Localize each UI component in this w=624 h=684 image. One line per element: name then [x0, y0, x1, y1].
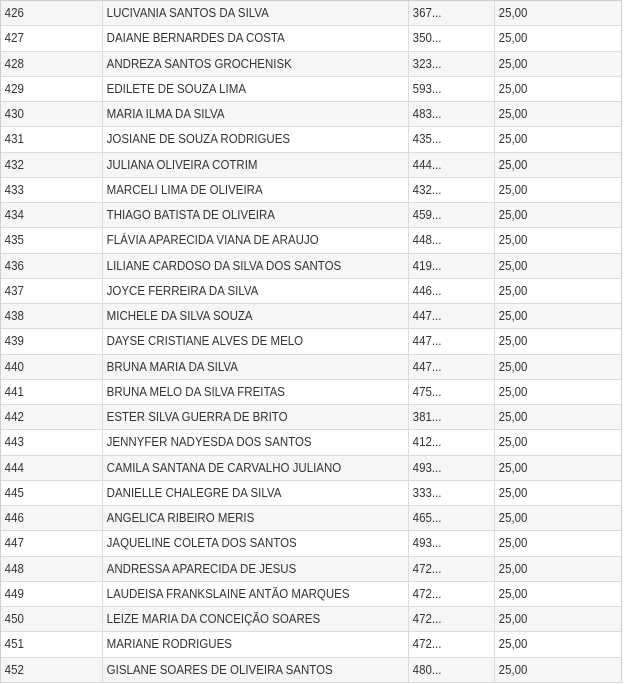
row-number-cell: 435: [4, 233, 24, 248]
value-cell-container: [494, 228, 621, 252]
value-cell: 25,00: [498, 637, 528, 652]
name-cell-container: [102, 531, 408, 555]
name-cell: THIAGO BATISTA DE OLIVEIRA: [106, 208, 275, 223]
name-cell-container: [102, 430, 408, 454]
value-cell-container: [494, 304, 621, 328]
document-cell: 435...: [412, 132, 442, 147]
table-row: [1, 329, 621, 354]
document-cell-container: [408, 153, 494, 177]
document-cell: 419...: [412, 258, 442, 273]
name-cell: JOSIANE DE SOUZA RODRIGUES: [106, 132, 291, 147]
row-number-cell: 429: [4, 81, 24, 96]
document-cell-container: [408, 557, 494, 581]
row-number-cell-container: [1, 102, 102, 126]
document-cell-container: [408, 178, 494, 202]
value-cell: 25,00: [498, 56, 528, 71]
table-row: [1, 632, 621, 657]
name-cell: JENNYFER NADYESDA DOS SANTOS: [106, 435, 312, 450]
row-number-cell: 448: [4, 561, 24, 576]
document-cell: 475...: [412, 384, 442, 399]
document-cell-container: [408, 329, 494, 353]
table-row: [1, 52, 621, 77]
row-number-cell: 450: [4, 612, 24, 627]
table-row: [1, 481, 621, 506]
row-number-cell-container: [1, 279, 102, 303]
table-row: [1, 1, 621, 26]
row-number-cell-container: [1, 304, 102, 328]
document-cell-container: [408, 77, 494, 101]
name-cell: MARCELI LIMA DE OLIVEIRA: [106, 182, 263, 197]
value-cell-container: [494, 127, 621, 151]
table-row: [1, 178, 621, 203]
value-cell: 25,00: [498, 233, 528, 248]
name-cell: JOYCE FERREIRA DA SILVA: [106, 283, 259, 298]
name-cell: EDILETE DE SOUZA LIMA: [106, 81, 247, 96]
value-cell-container: [494, 582, 621, 606]
name-cell-container: [102, 632, 408, 656]
name-cell: MICHELE DA SILVA SOUZA: [106, 309, 253, 324]
name-cell: CAMILA SANTANA DE CARVALHO JULIANO: [106, 460, 342, 475]
value-cell: 25,00: [498, 359, 528, 374]
name-cell: MARIA ILMA DA SILVA: [106, 107, 225, 122]
name-cell: BRUNA MARIA DA SILVA: [106, 359, 238, 374]
row-number-cell-container: [1, 153, 102, 177]
name-cell: MARIANE RODRIGUES: [106, 637, 232, 652]
row-number-cell: 440: [4, 359, 24, 374]
name-cell-container: [102, 254, 408, 278]
row-number-cell-container: [1, 355, 102, 379]
name-cell-container: [102, 329, 408, 353]
document-cell-container: [408, 254, 494, 278]
row-number-cell: 437: [4, 283, 24, 298]
row-number-cell: 446: [4, 511, 24, 526]
row-number-cell-container: [1, 52, 102, 76]
document-cell: 493...: [412, 536, 442, 551]
value-cell-container: [494, 632, 621, 656]
document-cell-container: [408, 203, 494, 227]
document-cell: 472...: [412, 586, 442, 601]
value-cell: 25,00: [498, 31, 528, 46]
row-number-cell-container: [1, 254, 102, 278]
name-cell-container: [102, 557, 408, 581]
value-cell: 25,00: [498, 460, 528, 475]
document-cell: 381...: [412, 410, 442, 425]
table-row: [1, 430, 621, 455]
value-cell: 25,00: [498, 612, 528, 627]
value-cell: 25,00: [498, 208, 528, 223]
table-row: [1, 658, 621, 683]
name-cell: DANIELLE CHALEGRE DA SILVA: [106, 485, 282, 500]
value-cell-container: [494, 506, 621, 530]
table-row: [1, 557, 621, 582]
document-cell: 367...: [412, 6, 442, 21]
document-cell-container: [408, 658, 494, 682]
value-cell-container: [494, 355, 621, 379]
document-cell: 472...: [412, 637, 442, 652]
name-cell-container: [102, 355, 408, 379]
value-cell: 25,00: [498, 536, 528, 551]
document-cell-container: [408, 506, 494, 530]
row-number-cell: 443: [4, 435, 24, 450]
name-cell-container: [102, 1, 408, 25]
value-cell-container: [494, 77, 621, 101]
row-number-cell: 428: [4, 56, 24, 71]
value-cell-container: [494, 203, 621, 227]
row-number-cell: 444: [4, 460, 24, 475]
row-number-cell: 452: [4, 662, 24, 677]
name-cell: DAYSE CRISTIANE ALVES DE MELO: [106, 334, 304, 349]
value-cell-container: [494, 607, 621, 631]
document-cell-container: [408, 481, 494, 505]
table-row: [1, 506, 621, 531]
document-cell-container: [408, 26, 494, 50]
value-cell-container: [494, 1, 621, 25]
value-cell-container: [494, 178, 621, 202]
document-cell: 447...: [412, 334, 442, 349]
name-cell-container: [102, 228, 408, 252]
document-cell-container: [408, 405, 494, 429]
name-cell: DAIANE BERNARDES DA COSTA: [106, 31, 285, 46]
value-cell-container: [494, 405, 621, 429]
name-cell: ESTER SILVA GUERRA DE BRITO: [106, 410, 288, 425]
table-row: [1, 531, 621, 556]
name-cell-container: [102, 26, 408, 50]
row-number-cell: 451: [4, 637, 24, 652]
value-cell-container: [494, 380, 621, 404]
table-row: [1, 380, 621, 405]
name-cell-container: [102, 102, 408, 126]
document-cell: 448...: [412, 233, 442, 248]
value-cell: 25,00: [498, 435, 528, 450]
document-cell: 593...: [412, 81, 442, 96]
document-cell: 472...: [412, 561, 442, 576]
value-cell: 25,00: [498, 410, 528, 425]
table-row: [1, 279, 621, 304]
row-number-cell: 441: [4, 384, 24, 399]
document-cell: 472...: [412, 612, 442, 627]
row-number-cell-container: [1, 456, 102, 480]
document-cell-container: [408, 1, 494, 25]
row-number-cell: 438: [4, 309, 24, 324]
table-row: [1, 102, 621, 127]
table-row: [1, 456, 621, 481]
row-number-cell-container: [1, 430, 102, 454]
document-cell: 333...: [412, 485, 442, 500]
document-cell: 350...: [412, 31, 442, 46]
name-cell: LUCIVANIA SANTOS DA SILVA: [106, 6, 269, 21]
name-cell-container: [102, 456, 408, 480]
document-cell-container: [408, 456, 494, 480]
name-cell-container: [102, 481, 408, 505]
value-cell: 25,00: [498, 81, 528, 96]
name-cell-container: [102, 658, 408, 682]
row-number-cell-container: [1, 481, 102, 505]
name-cell-container: [102, 607, 408, 631]
table-row: [1, 405, 621, 430]
value-cell: 25,00: [498, 561, 528, 576]
name-cell-container: [102, 380, 408, 404]
value-cell-container: [494, 658, 621, 682]
document-cell: 483...: [412, 107, 442, 122]
row-number-cell-container: [1, 405, 102, 429]
document-cell: 444...: [412, 157, 442, 172]
document-cell-container: [408, 582, 494, 606]
document-cell: 446...: [412, 283, 442, 298]
table-row: [1, 26, 621, 51]
row-number-cell-container: [1, 506, 102, 530]
value-cell: 25,00: [498, 309, 528, 324]
table-row: [1, 228, 621, 253]
value-cell: 25,00: [498, 157, 528, 172]
value-cell-container: [494, 52, 621, 76]
value-cell-container: [494, 430, 621, 454]
document-cell: 465...: [412, 511, 442, 526]
value-cell: 25,00: [498, 132, 528, 147]
row-number-cell: 434: [4, 208, 24, 223]
row-number-cell-container: [1, 127, 102, 151]
row-number-cell-container: [1, 531, 102, 555]
row-number-cell-container: [1, 607, 102, 631]
row-number-cell-container: [1, 632, 102, 656]
document-cell-container: [408, 607, 494, 631]
table-row: [1, 203, 621, 228]
row-number-cell: 442: [4, 410, 24, 425]
name-cell-container: [102, 506, 408, 530]
document-cell: 432...: [412, 182, 442, 197]
name-cell-container: [102, 582, 408, 606]
value-cell-container: [494, 456, 621, 480]
table-row: [1, 153, 621, 178]
value-cell-container: [494, 557, 621, 581]
value-cell-container: [494, 481, 621, 505]
row-number-cell: 449: [4, 586, 24, 601]
row-number-cell: 447: [4, 536, 24, 551]
value-cell-container: [494, 102, 621, 126]
row-number-cell: 439: [4, 334, 24, 349]
document-cell-container: [408, 102, 494, 126]
row-number-cell-container: [1, 77, 102, 101]
document-cell: 493...: [412, 460, 442, 475]
name-cell-container: [102, 178, 408, 202]
table-row: [1, 355, 621, 380]
value-cell: 25,00: [498, 384, 528, 399]
value-cell: 25,00: [498, 258, 528, 273]
row-number-cell: 432: [4, 157, 24, 172]
name-cell-container: [102, 203, 408, 227]
row-number-cell: 433: [4, 182, 24, 197]
document-cell-container: [408, 304, 494, 328]
row-number-cell-container: [1, 178, 102, 202]
document-cell-container: [408, 52, 494, 76]
name-cell: LILIANE CARDOSO DA SILVA DOS SANTOS: [106, 258, 342, 273]
table-row: [1, 582, 621, 607]
value-cell-container: [494, 26, 621, 50]
value-cell-container: [494, 279, 621, 303]
name-cell-container: [102, 405, 408, 429]
value-cell-container: [494, 153, 621, 177]
name-cell: ANDREZA SANTOS GROCHENISK: [106, 56, 292, 71]
name-cell-container: [102, 304, 408, 328]
value-cell: 25,00: [498, 283, 528, 298]
document-cell-container: [408, 632, 494, 656]
row-number-cell-container: [1, 582, 102, 606]
document-cell-container: [408, 355, 494, 379]
row-number-cell-container: [1, 228, 102, 252]
document-cell: 447...: [412, 309, 442, 324]
row-number-cell: 431: [4, 132, 24, 147]
row-number-cell: 430: [4, 107, 24, 122]
table-row: [1, 607, 621, 632]
document-cell-container: [408, 531, 494, 555]
document-cell-container: [408, 279, 494, 303]
table-row: [1, 254, 621, 279]
row-number-cell-container: [1, 329, 102, 353]
name-cell: FLÁVIA APARECIDA VIANA DE ARAUJO: [106, 233, 319, 248]
name-cell-container: [102, 77, 408, 101]
value-cell: 25,00: [498, 662, 528, 677]
value-cell-container: [494, 329, 621, 353]
row-number-cell-container: [1, 380, 102, 404]
value-cell: 25,00: [498, 485, 528, 500]
table-row: [1, 304, 621, 329]
document-cell-container: [408, 430, 494, 454]
value-cell-container: [494, 531, 621, 555]
name-cell: LEIZE MARIA DA CONCEIÇÃO SOARES: [106, 612, 321, 627]
name-cell-container: [102, 279, 408, 303]
table-row: [1, 127, 621, 152]
name-cell: BRUNA MELO DA SILVA FREITAS: [106, 384, 285, 399]
value-cell: 25,00: [498, 107, 528, 122]
row-number-cell-container: [1, 1, 102, 25]
document-cell-container: [408, 380, 494, 404]
row-number-cell-container: [1, 557, 102, 581]
row-number-cell: 436: [4, 258, 24, 273]
table-row: [1, 77, 621, 102]
name-cell: ANGELICA RIBEIRO MERIS: [106, 511, 255, 526]
row-number-cell: 427: [4, 31, 24, 46]
row-number-cell-container: [1, 203, 102, 227]
document-cell: 480...: [412, 662, 442, 677]
name-cell: LAUDEISA FRANKSLAINE ANTÃO MARQUES: [106, 586, 350, 601]
document-cell-container: [408, 127, 494, 151]
name-cell-container: [102, 52, 408, 76]
row-number-cell-container: [1, 658, 102, 682]
name-cell-container: [102, 127, 408, 151]
row-number-cell: 426: [4, 6, 24, 21]
row-number-cell-container: [1, 26, 102, 50]
name-cell: ANDRESSA APARECIDA DE JESUS: [106, 561, 297, 576]
name-cell: GISLANE SOARES DE OLIVEIRA SANTOS: [106, 662, 333, 677]
document-cell-container: [408, 228, 494, 252]
value-cell: 25,00: [498, 334, 528, 349]
value-cell: 25,00: [498, 586, 528, 601]
name-cell-container: [102, 153, 408, 177]
value-cell-container: [494, 254, 621, 278]
document-cell: 447...: [412, 359, 442, 374]
document-cell: 323...: [412, 56, 442, 71]
value-cell: 25,00: [498, 511, 528, 526]
document-cell: 459...: [412, 208, 442, 223]
value-cell: 25,00: [498, 6, 528, 21]
name-cell: JULIANA OLIVEIRA COTRIM: [106, 157, 258, 172]
name-cell: JAQUELINE COLETA DOS SANTOS: [106, 536, 297, 551]
document-cell: 412...: [412, 435, 442, 450]
row-number-cell: 445: [4, 485, 24, 500]
value-cell: 25,00: [498, 182, 528, 197]
